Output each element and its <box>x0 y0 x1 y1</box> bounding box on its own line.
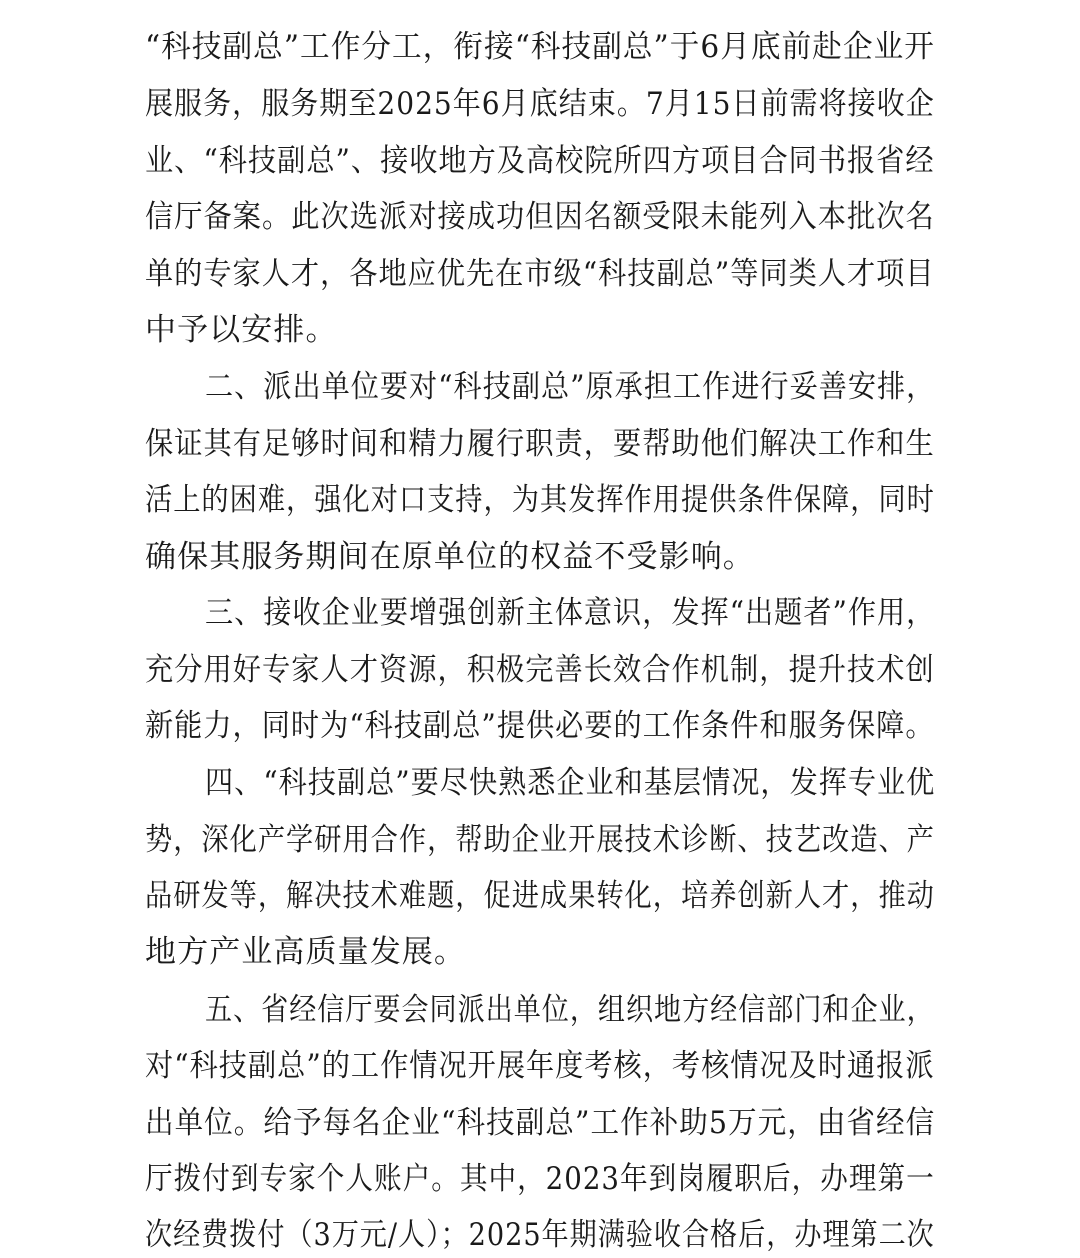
text-line: 保证其有足够时间和精力履行职责，要帮助他们解决工作和生 <box>145 426 935 462</box>
text-line: 充分用好专家人才资源，积极完善长效合作机制，提升技术创 <box>145 652 935 688</box>
text-line: 出单位。给予每名企业“科技副总”工作补助5万元，由省经信 <box>145 1105 936 1141</box>
text-line: 厅拨付到专家个人账户。其中，2023年到岗履职后，办理第一 <box>145 1161 935 1197</box>
text-line: 信厅备案。此次选派对接成功但因名额受限未能列入本批次名 <box>145 199 935 235</box>
text-line: 对“科技副总”的工作情况开展年度考核，考核情况及时通报派 <box>145 1048 935 1084</box>
text-line: 二、派出单位要对“科技副总”原承担工作进行妥善安排， <box>205 369 936 405</box>
text-line: “科技副总”工作分工，衔接“科技副总”于6月底前赴企业开 <box>145 29 935 65</box>
text-line: 四、“科技副总”要尽快熟悉企业和基层情况，发挥专业优 <box>205 765 936 801</box>
text-line: 五、省经信厅要会同派出单位，组织地方经信部门和企业， <box>205 992 935 1028</box>
text-line: 次经费拨付（3万元/人）；2025年期满验收合格后，办理第二次 <box>145 1217 935 1253</box>
text-line: 品研发等，解决技术难题，促进成果转化，培养创新人才，推动 <box>145 878 935 914</box>
text-line: 单的专家人才，各地应优先在市级“科技副总”等同类人才项目 <box>145 256 935 292</box>
text-line: 势，深化产学研用合作，帮助企业开展技术诊断、技艺改造、产 <box>145 822 935 858</box>
text-line: 三、接收企业要增强创新主体意识，发挥“出题者”作用， <box>205 595 936 631</box>
text-line: 活上的困难，强化对口支持，为其发挥作用提供条件保障，同时 <box>145 482 935 518</box>
text-line: 地方产业高质量发展。 <box>145 934 466 970</box>
text-line: 业、“科技副总”、接收地方及高校院所四方项目合同书报省经 <box>145 143 935 179</box>
text-line: 新能力，同时为“科技副总”提供必要的工作条件和服务保障。 <box>145 708 935 744</box>
text-line: 确保其服务期间在原单位的权益不受影响。 <box>145 539 755 575</box>
text-line: 展服务，服务期至2025年6月底结束。7月15日前需将接收企 <box>145 86 935 122</box>
text-line: 中予以安排。 <box>145 312 338 348</box>
